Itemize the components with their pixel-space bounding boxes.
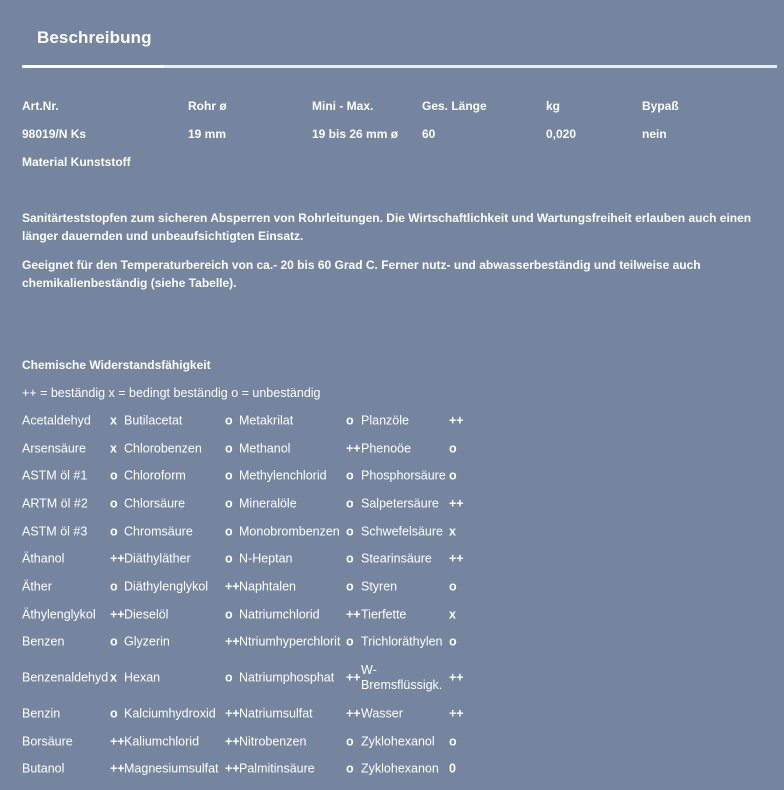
chem-rating: ++: [110, 734, 125, 749]
chem-substance: Hexan: [124, 670, 161, 685]
chem-rating: o: [225, 551, 233, 566]
chem-substance: Butilacetat: [124, 413, 183, 428]
chem-rating: o: [346, 634, 354, 649]
chem-substance: Äthylenglykol: [22, 607, 96, 622]
chem-rating: ++: [110, 607, 125, 622]
chem-rating: 0: [449, 761, 456, 776]
spec-header-artnr: Art.Nr.: [22, 99, 59, 113]
chem-rating: x: [110, 670, 117, 685]
spec-value-rohr: 19 mm: [188, 127, 227, 141]
chem-rating: o: [225, 468, 233, 483]
chem-substance: Zyklohexanol: [361, 734, 435, 749]
chem-rating: ++: [225, 706, 240, 721]
chem-substance: Chromsäure: [124, 524, 193, 539]
chem-substance: Diäthylenglykol: [124, 579, 209, 594]
chem-rating: o: [110, 579, 118, 594]
chem-rating: o: [225, 607, 233, 622]
chem-rating: ++: [346, 607, 361, 622]
chem-rating: o: [346, 761, 354, 776]
chem-substance: Mineralöle: [239, 496, 297, 511]
chem-substance: Kalciumhydroxid: [124, 706, 216, 721]
chem-substance: ARTM öl #2: [22, 496, 88, 511]
chem-substance: Benzen: [22, 634, 65, 649]
chem-substance: N-Heptan: [239, 551, 293, 566]
chem-substance: Borsäure: [22, 734, 73, 749]
chem-rating: o: [346, 524, 354, 539]
chem-substance: Benzenaldehyd: [22, 670, 109, 685]
chem-substance: Magnesiumsulfat: [124, 761, 219, 776]
chem-substance: Chlorsäure: [124, 496, 186, 511]
chem-rating: o: [346, 413, 354, 428]
chem-rating: x: [449, 524, 456, 539]
description-paragraph-2: Geeignet für den Temperaturbereich von ca.- 20 bis 60 Grad C. Ferner nutz- und abwasserbeständig und teilweise auch chemikalienbeständig (siehe Tabelle).: [22, 258, 701, 290]
chem-rating: o: [110, 634, 118, 649]
chem-rating: ++: [449, 670, 464, 685]
chem-rating: o: [346, 551, 354, 566]
chem-substance: Naphtalen: [239, 579, 296, 594]
chem-substance: Trichloräthylen: [361, 634, 443, 649]
chem-rating: ++: [346, 441, 361, 456]
spec-value-kg: 0,020: [546, 127, 577, 141]
chem-substance: Chloroform: [124, 468, 186, 483]
chem-rating: o: [225, 524, 233, 539]
chem-rating: o: [225, 670, 233, 685]
chem-rating: o: [449, 734, 457, 749]
spec-header-kg: kg: [546, 99, 561, 113]
chem-rating: x: [110, 413, 117, 428]
chem-rating: o: [449, 441, 457, 456]
chem-rating: o: [110, 524, 118, 539]
chem-rating: ++: [449, 496, 464, 511]
chem-substance: Kaliumchlorid: [124, 734, 200, 749]
chem-rating: o: [449, 634, 457, 649]
chem-rating: ++: [110, 761, 125, 776]
chem-rating: ++: [225, 761, 240, 776]
chem-rating: o: [225, 413, 233, 428]
chem-substance: Arsensäure: [22, 441, 86, 456]
chem-substance: Acetaldehyd: [22, 413, 91, 428]
chem-rating: o: [449, 468, 457, 483]
chem-substance: Nitrobenzen: [239, 734, 307, 749]
spec-header-rohr: Rohr ø: [188, 99, 227, 113]
chem-rating: o: [346, 468, 354, 483]
chem-substance: Natriumchlorid: [239, 607, 320, 622]
chem-resistance-title: Chemische Widerstandsfähigkeit: [22, 358, 211, 372]
chem-substance: Tierfette: [361, 607, 407, 622]
spec-header-laenge: Ges. Länge: [422, 99, 487, 113]
chem-rating: o: [110, 496, 118, 511]
spec-header-bypass: Bypaß: [642, 99, 679, 113]
description-paragraph-1: Sanitärteststopfen zum sicheren Absperren von Rohrleitungen. Die Wirtschaftlichkeit und Wartungsfreiheit erlauben auch einen länger dauernden und unbeaufsichtigten Einsatz.: [22, 211, 752, 243]
chem-rating: o: [225, 496, 233, 511]
chem-substance: Methanol: [239, 441, 291, 456]
chem-substance: Chlorobenzen: [124, 441, 202, 456]
spec-value-artnr: 98019/N Ks: [22, 127, 87, 141]
chem-rating: ++: [225, 579, 240, 594]
chem-substance: Dieselöl: [124, 607, 169, 622]
chem-substance: Zyklohexanon: [361, 761, 439, 776]
chem-substance: ASTM öl #3: [22, 524, 88, 539]
chem-substance: Äthanol: [22, 551, 65, 566]
chem-substance: Schwefelsäure: [361, 524, 443, 539]
chem-substance: Stearinsäure: [361, 551, 432, 566]
chem-substance: Methylenchlorid: [239, 468, 327, 483]
chem-substance: Planzöle: [361, 413, 409, 428]
chem-substance: ASTM öl #1: [22, 468, 88, 483]
chem-rating: ++: [449, 706, 464, 721]
tab-beschreibung[interactable]: Beschreibung: [37, 28, 152, 47]
chem-rating: ++: [346, 706, 361, 721]
chem-substance: Ntriumhyperchlorit: [239, 634, 341, 649]
chem-substance: Wasser: [361, 706, 403, 721]
chem-rating: ++: [110, 551, 125, 566]
chem-rating: ++: [346, 670, 361, 685]
spec-value-minmax: 19 bis 26 mm ø: [312, 127, 399, 141]
chem-substance: Palmitinsäure: [239, 761, 315, 776]
chem-substance: Phosphorsäure: [361, 468, 446, 483]
chem-rating: ++: [449, 551, 464, 566]
chem-rating: o: [225, 441, 233, 456]
chem-rating: o: [110, 468, 118, 483]
chem-rating: ++: [225, 634, 240, 649]
tab-active-indicator: [22, 65, 164, 68]
chem-rating: o: [346, 579, 354, 594]
chem-substance: Natriumsulfat: [239, 706, 313, 721]
chem-rating: o: [110, 706, 118, 721]
material-label: Material Kunststoff: [22, 155, 131, 169]
chem-substance: Phenoöe: [361, 441, 412, 456]
spec-value-bypass: nein: [642, 127, 667, 141]
chem-substance: Butanol: [22, 761, 65, 776]
chem-rating: o: [346, 734, 354, 749]
chem-rating: x: [110, 441, 117, 456]
chem-rating: ++: [449, 413, 464, 428]
chem-substance: Metakrilat: [239, 413, 294, 428]
chem-substance: Monobrombenzen: [239, 524, 340, 539]
spec-header-minmax: Mini - Max.: [312, 99, 374, 113]
chem-rating: o: [449, 579, 457, 594]
chem-rating: x: [449, 607, 456, 622]
chem-substance: Äther: [22, 579, 52, 594]
chem-rating: ++: [225, 734, 240, 749]
chem-rating: o: [346, 496, 354, 511]
chem-substance: Glyzerin: [124, 634, 170, 649]
spec-value-laenge: 60: [422, 127, 436, 141]
chem-substance: W-Bremsflüssigk.: [361, 663, 443, 693]
chem-substance: Styren: [361, 579, 398, 594]
chem-substance: Natriumphosphat: [239, 670, 335, 685]
chem-substance: Salpetersäure: [361, 496, 439, 511]
chem-legend: ++ = beständig x = bedingt beständig o = unbeständig: [22, 386, 321, 400]
chem-substance: Benzin: [22, 706, 61, 721]
chem-substance: Diäthyläther: [124, 551, 191, 566]
